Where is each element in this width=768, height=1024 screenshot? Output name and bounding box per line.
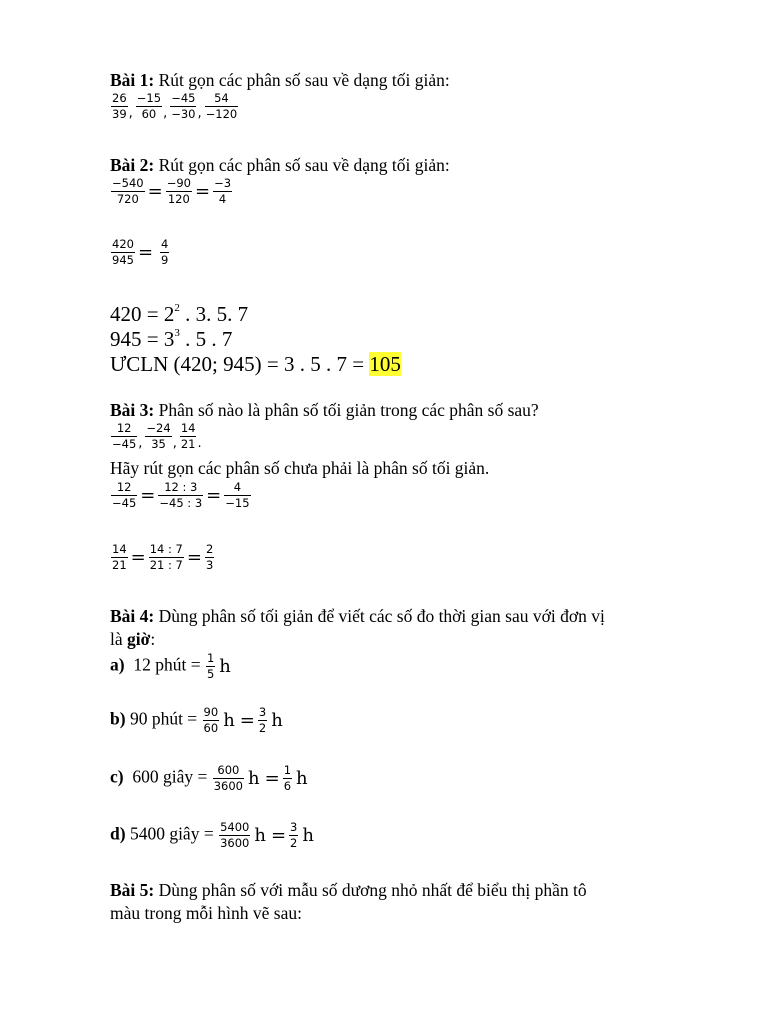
fraction: $\frac{5400}{3600}$ xyxy=(220,820,250,850)
bai2-label: Bài 2: xyxy=(110,155,155,175)
fraction: $\frac{1}{6}$ xyxy=(283,763,292,793)
fraction: $\frac{14}{21}$ xyxy=(112,542,127,572)
bai4-item-c: c) 600 giây = $\frac{600}{3600}$ h = $\frac{1}{6}$ h xyxy=(110,763,308,793)
bai5-text: Dùng phân số với mẫu số dương nhỏ nhất để biểu thị phần tô xyxy=(158,880,587,900)
gcd-result-highlight: 105 xyxy=(369,352,401,376)
fraction: $\frac{3}{2}$ xyxy=(290,820,298,850)
fraction: $\frac{12}{-45}$ xyxy=(112,480,137,510)
bai1-fractions: $\frac{26}{39}$ , $\frac{-15}{60}$ , $\frac{-45}{-30}$ , $\frac{54}{-120}$ xyxy=(112,91,238,121)
bai3-text: Phân số nào là phân số tối giản trong các phân số sau? xyxy=(158,400,539,420)
bai4-text: Dùng phân số tối giản để viết các số đo thời gian sau với đơn vị xyxy=(158,606,605,626)
bai3-equation-2: $\frac{14}{21}$ = $\frac{14 : 7}{21 : 7}$ = $\frac{2}{3}$ xyxy=(112,542,214,572)
fraction: $\frac{1}{5}$ xyxy=(206,651,215,681)
gcd-line: ƯCLN (420; 945) = 3 . 5 . 7 = 105 xyxy=(110,352,401,376)
bai5-heading-line2: màu trong mỗi hình vẽ sau: xyxy=(110,903,302,923)
fraction: $\frac{-3}{4}$ xyxy=(214,176,232,206)
fraction: $\frac{-90}{120}$ xyxy=(166,176,191,206)
bai1-heading xyxy=(110,70,450,91)
bai4-item-d: d) 5400 giây = $\frac{5400}{3600}$ h = $\frac{3}{2}$ h xyxy=(110,820,314,850)
bai2-equation-1: $\frac{-540}{720}$ = $\frac{-90}{120}$ = $\frac{-3}{4}$ xyxy=(112,176,232,206)
fraction: $\frac{600}{3600}$ xyxy=(213,763,244,793)
fraction: $\frac{4}{-15}$ xyxy=(225,480,250,510)
bai3-heading xyxy=(110,400,539,421)
factor-line-945: $945 = 3^3$ . 5 . 7 xyxy=(110,327,233,351)
bai4-item-b: b) 90 phút = $\frac{90}{60}$ h = $\frac{3}{2}$ h xyxy=(110,705,283,735)
bai2-text: Rút gọn các phân số sau về dạng tối giản: xyxy=(158,155,450,175)
fraction: $\frac{2}{3}$ xyxy=(205,542,214,572)
fraction: $\frac{90}{60}$ xyxy=(203,705,219,735)
bai4-item-a: a) 12 phút = $\frac{1}{5}$ h xyxy=(110,651,231,681)
fraction: $\frac{14}{21}$ xyxy=(180,421,196,451)
fraction: $\frac{-540}{720}$ xyxy=(112,176,144,206)
fraction: $\frac{420}{945}$ xyxy=(112,237,134,267)
fraction: $\frac{12 : 3}{-45 : 3}$ xyxy=(159,480,203,510)
bai3-text-2: Hãy rút gọn các phân số chưa phải là phân số tối giản. xyxy=(110,458,490,478)
fraction: $\frac{-24}{35}$ xyxy=(146,421,171,451)
bai3-fractions: $\frac{12}{-45}$ , $\frac{-24}{35}$ , $\frac{14}{21}$ . xyxy=(112,421,202,451)
bai1-text: Rút gọn các phân số sau về dạng tối giản: xyxy=(158,70,450,90)
bai3-label: Bài 3: xyxy=(110,400,155,420)
fraction: $\frac{3}{2}$ xyxy=(258,705,267,735)
bai5-label: Bài 5: xyxy=(110,880,155,900)
bai4-heading xyxy=(110,606,605,627)
fraction: $\frac{54}{-120}$ xyxy=(205,91,238,121)
bai3-equation-1: $\frac{12}{-45}$ = $\frac{12 : 3}{-45 : 3}$ = $\frac{4}{-15}$ xyxy=(112,480,250,510)
fraction: $\frac{-45}{-30}$ xyxy=(171,91,196,121)
bai1-label: Bài 1: xyxy=(110,70,155,90)
bai5-heading xyxy=(110,880,587,901)
bai4-heading-line2: là giờ: xyxy=(110,629,156,649)
fraction: $\frac{12}{-45}$ xyxy=(112,421,137,451)
fraction: $\frac{4}{9}$ xyxy=(161,237,169,267)
fraction: $\frac{-15}{60}$ xyxy=(136,91,162,121)
factor-line-420: $420 = 2^2$ . 3. 5. 7 xyxy=(110,302,249,326)
bai4-label: Bài 4: xyxy=(110,606,155,626)
bai2-equation-2: $\frac{420}{945}$ = $\frac{4}{9}$ xyxy=(112,237,169,267)
fraction: $\frac{26}{39}$ xyxy=(112,91,127,121)
bai2-heading xyxy=(110,155,450,176)
fraction: $\frac{14 : 7}{21 : 7}$ xyxy=(149,542,183,572)
